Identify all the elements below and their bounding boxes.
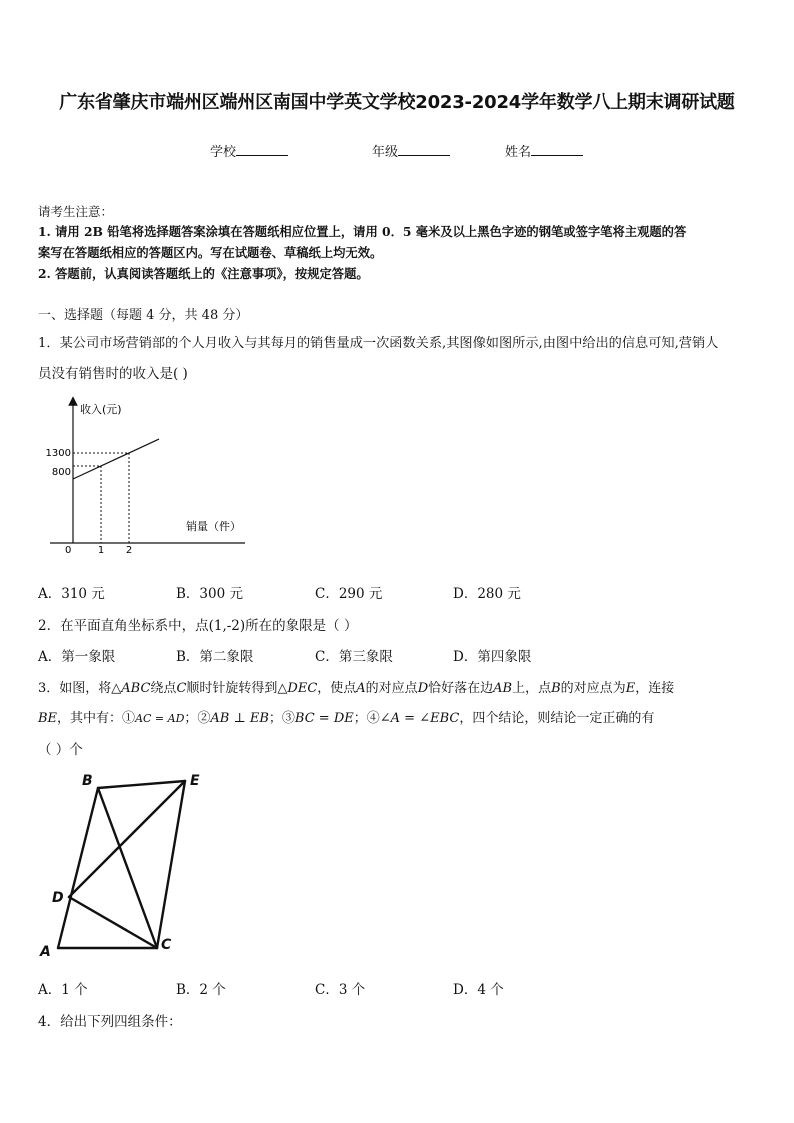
q1-option-b[interactable]: B．300 元 — [176, 586, 243, 602]
label-b: B — [82, 773, 93, 789]
q3-l1-p5: △DEC — [277, 681, 318, 696]
notice-heading: 请考生注意： — [38, 204, 114, 219]
q1-option-a[interactable]: A．310 元 — [38, 586, 105, 602]
q3-l1-p3: C — [176, 681, 187, 696]
origin-label: 0 — [65, 545, 72, 556]
q1-option-c[interactable]: C．290 元 — [315, 586, 383, 602]
notice-line-2: 2. 答题前，认真阅读答题纸上的《注意事项》，按规定答题。 — [38, 266, 369, 281]
q3-figure — [30, 768, 220, 963]
q3-l1-p10: 恰好落在边 — [428, 681, 494, 696]
x-tick-1: 1 — [97, 545, 105, 556]
segment-bc — [98, 788, 157, 948]
segment-dc — [69, 897, 157, 948]
q3-l1-p0: 3．如图，将 — [38, 681, 112, 696]
school-field[interactable] — [210, 141, 288, 160]
q3-l1-p2: 绕点 — [150, 681, 177, 696]
q3-l1-p8: 的对应点 — [365, 681, 418, 696]
notice-line-1b: 案写在答题纸相应的答题区内。写在试题卷、草稿纸上均无效。 — [38, 245, 383, 260]
school-blank[interactable] — [236, 143, 288, 156]
segment-ab — [58, 788, 98, 948]
name-field[interactable] — [505, 141, 583, 160]
q3-l2-p1: ，其中有：① — [57, 711, 136, 726]
q2-option-a[interactable]: A．第一象限 — [38, 649, 116, 665]
q4-text: 4．给出下列四组条件： — [38, 1014, 182, 1030]
name-blank[interactable] — [531, 143, 583, 156]
q3-l2-p5: ；③ — [268, 711, 295, 726]
y-tick-1300: 1300 — [45, 448, 71, 459]
q3-option-b[interactable]: B．2 个 — [176, 982, 226, 998]
q3-l2-p4: AB ⊥ EB — [210, 711, 269, 726]
q2-option-c[interactable]: C．第三象限 — [315, 649, 393, 665]
segment-be — [98, 781, 185, 788]
q3-l1-p14: 的对应点为 — [560, 681, 626, 696]
label-c: C — [161, 937, 172, 953]
q3-l2-p2: AC = AD — [135, 712, 185, 725]
series-line — [73, 439, 159, 479]
q3-l1-p16: ，连接 — [635, 681, 675, 696]
x-axis-label: 销量（件） — [186, 520, 241, 533]
notice-line-1a: 1. 请用 2B 铅笔将选择题答案涂填在答题纸相应位置上，请用 0．5 毫米及以上黑色字迹的钢笔或签字笔将主观题的答 — [38, 224, 687, 239]
school-label: 学校 — [210, 145, 237, 160]
q3-l2-p0: BE — [38, 711, 58, 726]
q3-l2-p8: ∠A = ∠EBC — [379, 711, 460, 726]
page-title: 广东省肇庆市端州区端州区南国中学英文学校2023-2024学年数学八上期末调研试题 — [59, 92, 735, 113]
q3-l1-p13: B — [551, 681, 561, 696]
name-label: 姓名 — [505, 145, 532, 160]
q2-option-b[interactable]: B．第二象限 — [176, 649, 254, 665]
section-heading: 一、选择题（每题 4 分，共 48 分） — [38, 308, 249, 323]
q3-line-2 — [38, 707, 654, 726]
q3-option-d[interactable]: D．4 个 — [453, 982, 504, 998]
q1-chart — [40, 395, 250, 565]
q3-l2-p6: BC = DE — [294, 711, 354, 726]
grade-field[interactable] — [372, 141, 450, 160]
q3-option-a[interactable]: A．1 个 — [38, 982, 88, 998]
q3-l1-p7: A — [356, 681, 366, 696]
label-a: A — [40, 944, 51, 960]
grade-blank[interactable] — [398, 143, 450, 156]
q1-line-1: 1．某公司市场营销部的个人月收入与其每月的销售量成一次函数关系,其图像如图所示,由图中给出的信息可知,营销人 — [38, 336, 719, 351]
label-d: D — [52, 890, 64, 906]
q1-line-2: 员没有销售时的收入是( ) — [38, 366, 188, 382]
q3-l1-p4: 顺时针旋转得到 — [186, 681, 278, 696]
q3-line-1 — [38, 677, 674, 696]
y-tick-800: 800 — [51, 467, 71, 478]
y-axis-label: 收入(元) — [80, 403, 122, 416]
q3-l1-p6: ，使点 — [317, 681, 357, 696]
q2-option-d[interactable]: D．第四象限 — [453, 649, 532, 665]
q3-l1-p1: △ABC — [111, 681, 151, 696]
q3-l1-p9: D — [417, 681, 429, 696]
q3-l1-p11: AB — [493, 681, 513, 696]
q3-line-3: （ ）个 — [38, 742, 83, 758]
q3-l1-p15: E — [625, 681, 636, 696]
x-tick-2: 2 — [125, 545, 133, 556]
q3-option-c[interactable]: C．3 个 — [315, 982, 366, 998]
label-e: E — [190, 773, 200, 789]
q2-text: 2．在平面直角坐标系中，点(1,-2)所在的象限是（ ） — [38, 618, 358, 634]
q3-l2-p3: ；② — [184, 711, 211, 726]
grade-label: 年级 — [372, 145, 399, 160]
q3-l2-p7: ；④ — [353, 711, 380, 726]
q3-l1-p12: 上，点 — [512, 681, 552, 696]
q3-l2-p9: ，四个结论，则结论一定正确的有 — [459, 711, 655, 726]
q1-option-d[interactable]: D．280 元 — [453, 586, 521, 602]
